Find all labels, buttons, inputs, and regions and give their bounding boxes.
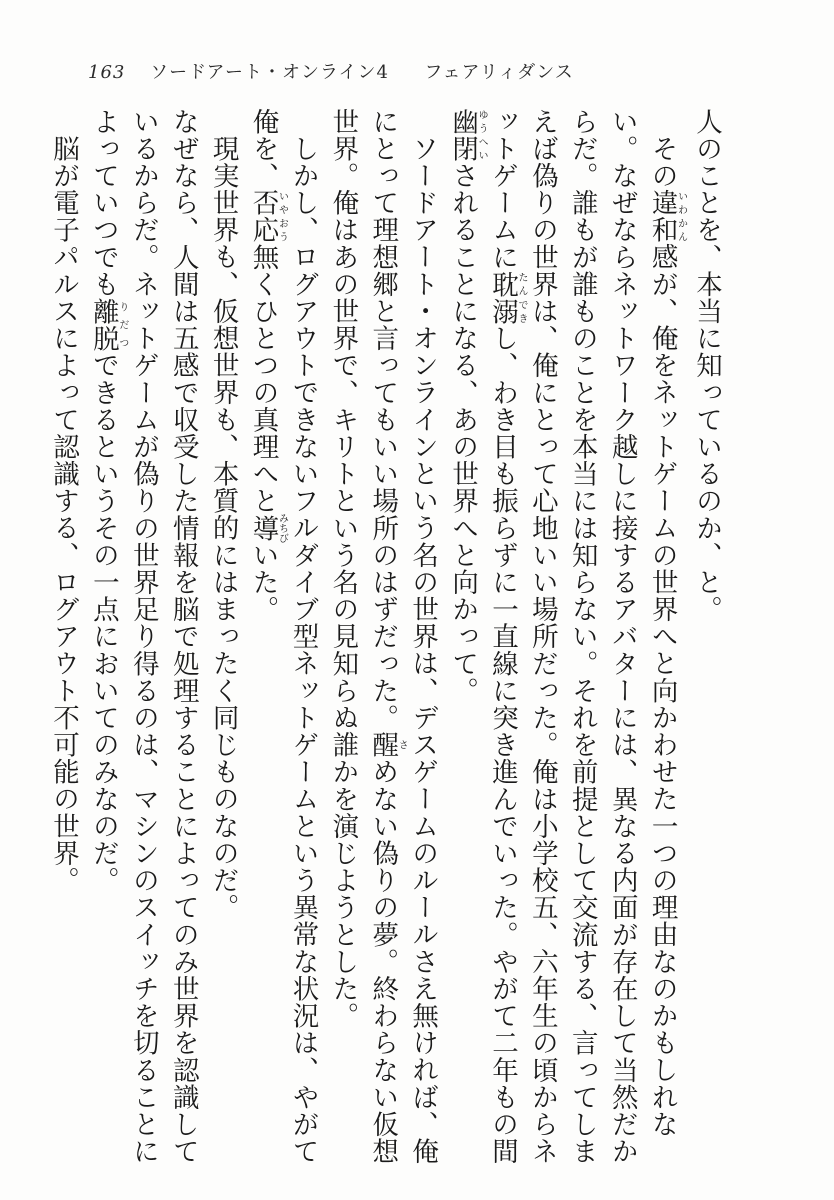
text-run: いた。: [247, 541, 279, 623]
ruby-annotation: [87, 297, 128, 352]
paragraph: [686, 108, 726, 1168]
ruby-base: 耽溺: [486, 270, 518, 325]
text-run: 感: [646, 242, 678, 271]
paragraph: [322, 108, 442, 1168]
text-run: 無くひとつの真理へと: [247, 243, 279, 515]
ruby-annotation: [486, 270, 527, 325]
ruby-annotation: [367, 731, 408, 759]
text-run: めない偽りの夢。終わらない仮想世界。俺はあの世界で、キリトという名の見知らぬ誰かを演じようとした。: [327, 108, 399, 1165]
paragraph: [83, 108, 203, 1168]
text-run: が、俺をネットゲームの世界へと向かわせた一つの理由なのかもしれない。なぜならネットワーク越しに接するアバターには、異なる内面が存在して当然だからだ。誰もが誰ものことを本当には知らない。それを前提として交流する、言ってしまえば偽りの世界は、俺にとって心地いい場所だった。俺は小学校五、六年生の頃からネットゲームに: [486, 108, 678, 1165]
text-run: 脳が電子パルスによって認識する、ログアウト不可能の世界。: [48, 134, 79, 894]
ruby-annotation: [247, 513, 288, 544]
text-run: その: [646, 134, 678, 189]
text-run: なぜなら、人間は五感で収受した情報を脳で処理することによってのみ世界を認識しているからだ。ネットゲームが偽りの世界足り得るのは、マシンのスイッチを切ることによっていつでも: [87, 108, 199, 1165]
book-title: ソードアート・オンライン4: [150, 62, 389, 83]
ruby-reading: ゆうへい: [476, 108, 488, 163]
ruby-base: 幽閉: [447, 108, 479, 163]
ruby-reading: たんでき: [515, 270, 527, 325]
ruby-annotation: [247, 189, 288, 244]
ruby-base: 導: [247, 513, 279, 544]
running-header: [88, 58, 574, 84]
text-run: されることになる、あの世界へと向かって。: [447, 162, 479, 705]
text-run: 現実世界も、仮想世界も、本質的にはまったく同じものなのだ。: [207, 134, 239, 921]
page-number: 163: [88, 62, 126, 83]
ruby-reading: さ: [396, 731, 408, 759]
ruby-base: 醒: [367, 731, 399, 759]
ruby-reading: みちび: [276, 513, 288, 544]
ruby-base: 否応: [247, 189, 279, 244]
text-run: しかし、ログアウトできないフルダイブ型ネットゲームという異常な状況は、やがて俺を、: [247, 108, 319, 1165]
paragraph: [243, 108, 323, 1168]
book-subtitle: フェアリィダンス: [424, 62, 574, 83]
ruby-reading: いわかん: [675, 188, 687, 243]
ruby-annotation: [447, 108, 488, 163]
vertical-body-text: [48, 108, 726, 1168]
ruby-base: 離脱: [87, 297, 119, 352]
text-run: 人のことを、本当に知っているのか、と。: [691, 108, 722, 623]
paragraph: [203, 108, 243, 1168]
text-run: ソードアート・オンラインという名の世界は、デスゲームのルールさえ無ければ、俺にとって理想郷と言ってもいい場所のはずだった。: [367, 108, 439, 1165]
ruby-reading: いやおう: [276, 189, 288, 244]
text-run: し、わき目も振らずに一直線に突き進んでいった。やがて二年もの間: [486, 324, 518, 1165]
ruby-reading: りだつ: [116, 297, 128, 352]
text-run: できるというその一点においてのみなのだ。: [87, 351, 119, 894]
paragraph: [43, 108, 83, 1168]
ruby-base: 違和: [646, 188, 678, 243]
paragraph: [442, 108, 686, 1168]
ruby-annotation: [646, 188, 687, 243]
